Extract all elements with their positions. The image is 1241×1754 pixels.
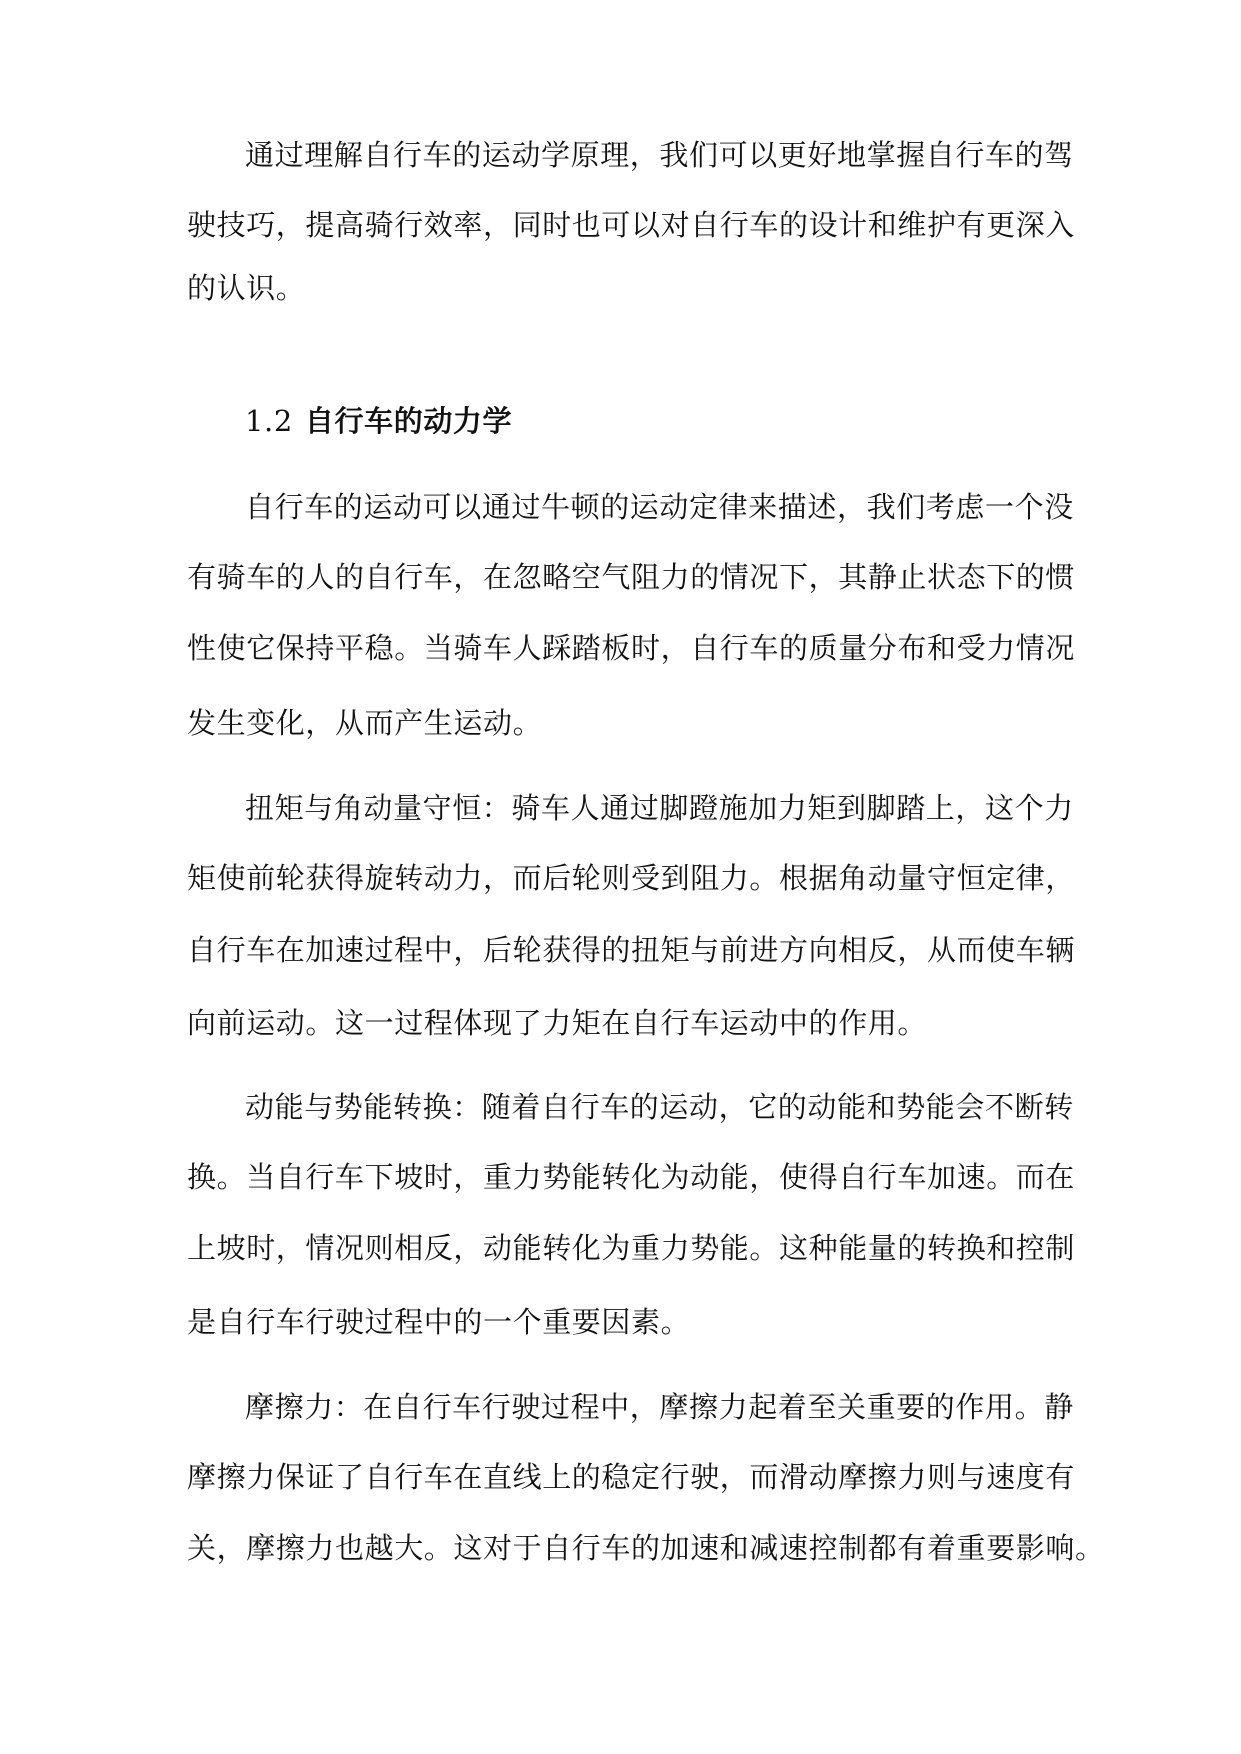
paragraph-newton-line: 性使它保持平稳。当骑车人踩踏板时，自行车的质量分布和受力情况 (187, 631, 1076, 665)
section-number: 1.2 (245, 404, 293, 438)
section-title: 自行车的动力学 (304, 404, 513, 438)
paragraph-torque-line: 自行车在加速过程中，后轮获得的扭矩与前进方向相反，从而使车辆 (187, 933, 1076, 967)
paragraph-intro-line: 通过理解自行车的运动学原理，我们可以更好地掌握自行车的驾 (245, 138, 1074, 172)
paragraph-newton-line: 自行车的运动可以通过牛顿的运动定律来描述，我们考虑一个没 (245, 490, 1074, 524)
paragraph-intro-line: 驶技巧，提高骑行效率，同时也可以对自行车的设计和维护有更深入 (187, 208, 1076, 242)
paragraph-newton-line: 有骑车的人的自行车，在忽略空气阻力的情况下，其静止状态下的惯 (187, 560, 1076, 594)
paragraph-torque-line: 矩使前轮获得旋转动力，而后轮则受到阻力。根据角动量守恒定律， (187, 861, 1076, 895)
section-heading (245, 401, 512, 441)
paragraph-intro-line: 的认识。 (187, 271, 306, 305)
paragraph-torque-line: 向前运动。这一过程体现了力矩在自行车运动中的作用。 (187, 1006, 928, 1040)
paragraph-friction-line: 关，摩擦力也越大。这对于自行车的加速和减速控制都有着重要影响。 (187, 1531, 1105, 1565)
paragraph-friction-line: 摩擦力保证了自行车在直线上的稳定行驶，而滑动摩擦力则与速度有 (187, 1460, 1076, 1494)
paragraph-friction-line: 摩擦力：在自行车行驶过程中，摩擦力起着至关重要的作用。静 (245, 1390, 1074, 1424)
paragraph-energy-line: 动能与势能转换：随着自行车的运动，它的动能和势能会不断转 (245, 1090, 1074, 1124)
paragraph-newton-line: 发生变化，从而产生运动。 (187, 706, 543, 740)
paragraph-energy-line: 是自行车行驶过程中的一个重要因素。 (187, 1305, 691, 1339)
paragraph-torque-line: 扭矩与角动量守恒：骑车人通过脚蹬施加力矩到脚踏上，这个力 (245, 791, 1074, 825)
paragraph-energy-line: 换。当自行车下坡时，重力势能转化为动能，使得自行车加速。而在 (187, 1160, 1076, 1194)
paragraph-energy-line: 上坡时，情况则相反，动能转化为重力势能。这种能量的转换和控制 (187, 1231, 1076, 1265)
